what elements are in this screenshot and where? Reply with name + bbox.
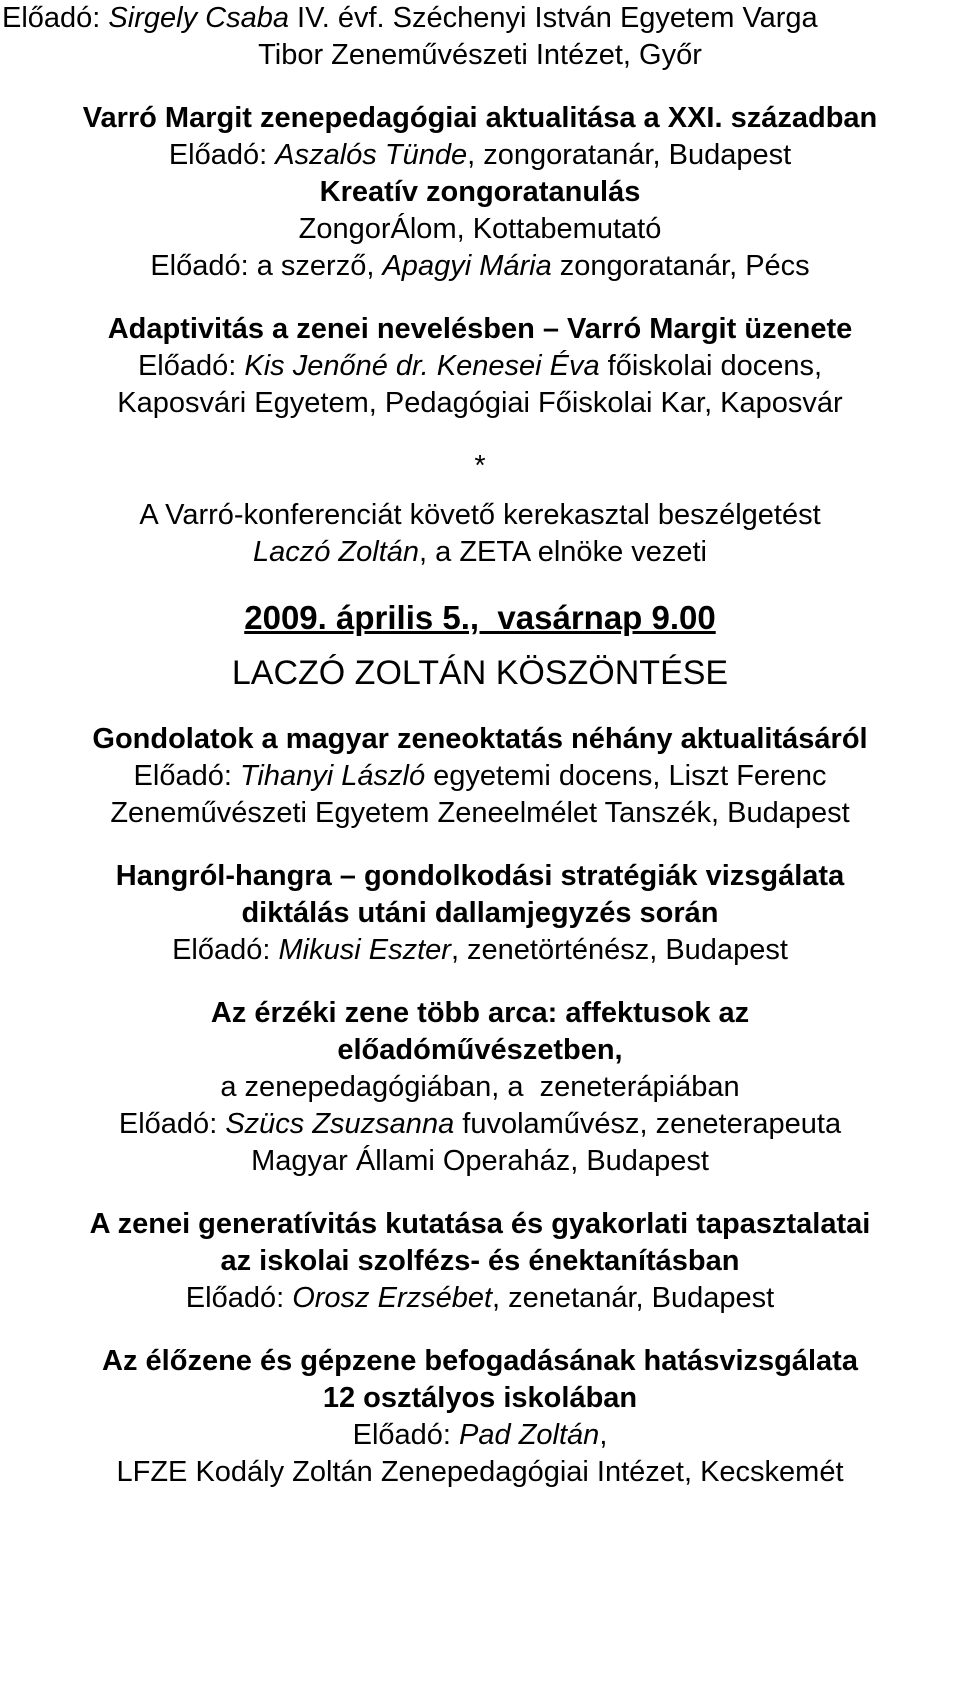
presenter-suffix: főiskolai docens, (599, 350, 823, 382)
presenter-prefix: Előadó: (185, 1282, 293, 1314)
presenter-prefix: Előadó: (172, 934, 279, 966)
presenter-affiliation: LFZE Kodály Zoltán Zenepedagógiai Intézet, Kecskemét (116, 1456, 844, 1488)
talk-title: Adaptivitás a zenei nevelésben – Varró Margit üzenete (107, 313, 853, 345)
spacer (0, 285, 960, 311)
talk-title-cont: diktálás utáni dallamjegyzés során (241, 897, 719, 929)
presenter-affiliation: Magyar Állami Operaház, Budapest (251, 1145, 709, 1177)
talk-title: A zenei generatívitás kutatása és gyakorlati tapasztalatai (89, 1208, 871, 1240)
presenter-suffix: , zongoratanár, Budapest (467, 139, 792, 171)
talk-title: Kreatív zongoratanulás (319, 176, 641, 208)
talk-title-cont: előadóművészetben, (337, 1034, 623, 1066)
talk-title: Az érzéki zene több arca: affektusok az (210, 997, 750, 1029)
presenter-name: Pad Zoltán (459, 1419, 600, 1451)
spacer (0, 969, 960, 995)
presenter-name: Tihanyi László (239, 760, 426, 792)
presenter-line (0, 137, 960, 174)
presenter-prefix: Előadó: (118, 1108, 226, 1140)
talk-title: Az élőzene és gépzene befogadásának hatásvizsgálata (102, 1345, 858, 1377)
talk-title: Hangról-hangra – gondolkodási stratégiák vizsgálata (115, 860, 845, 892)
spacer (0, 695, 960, 721)
presenter-suffix: fuvolaművész, zeneterapeuta (454, 1108, 842, 1140)
talk-subtitle: ZongorÁlom, Kottabemutató (298, 213, 662, 245)
presenter-prefix: Előadó: (168, 139, 276, 171)
presenter-affiliation: Kaposvári Egyetem, Pedagógiai Főiskolai Kar, Kaposvár (117, 387, 843, 419)
spacer (0, 639, 960, 651)
spacer (0, 74, 960, 100)
presenter-affiliation: Zeneművészeti Egyetem Zeneelmélet Tanszék, Budapest (110, 797, 850, 829)
session-date-text: 2009. április 5., vasárnap 9.00 (244, 599, 716, 636)
talk-title-cont: az iskolai szolfézs- és énektanításban (220, 1245, 740, 1277)
presenter-line (0, 758, 960, 795)
presenter-suffix: egyetemi docens, Liszt Ferenc (425, 760, 827, 792)
roundtable-line2 (0, 534, 960, 571)
presenter-line (0, 1106, 960, 1143)
presenter-line (0, 248, 960, 285)
spacer (0, 1317, 960, 1343)
presenter-name: Sirgely Csaba (108, 2, 289, 34)
spacer (0, 571, 960, 597)
presenter-suffix: , zenetörténész, Budapest (450, 934, 788, 966)
presenter-line (0, 348, 960, 385)
spacer (0, 832, 960, 858)
presenter-name: Aszalós Tünde (275, 139, 468, 171)
presenter-suffix: , (599, 1419, 608, 1451)
presenter-prefix: Előadó: a szerző, (150, 250, 383, 282)
block1-line1 (0, 0, 960, 37)
presenter-prefix: Előadó: (133, 760, 240, 792)
spacer (0, 422, 960, 448)
presenter-prefix: Előadó: (137, 350, 245, 382)
talk-title: Gondolatok a magyar zeneoktatás néhány aktualitásáról (92, 723, 868, 755)
presenter-line (0, 1417, 960, 1454)
spacer (0, 1180, 960, 1206)
presenter-prefix: Előadó: (352, 1419, 460, 1451)
presenter-affiliation: IV. évf. Széchenyi István Egyetem Varga (288, 2, 818, 34)
section-heading: LACZÓ ZOLTÁN KÖSZÖNTÉSE (231, 654, 729, 692)
separator-asterisk: * (474, 450, 486, 482)
host-name: Laczó Zoltán (252, 536, 420, 568)
presenter-prefix: Előadó: (2, 2, 109, 34)
block1-line2: Tibor Zeneművészeti Intézet, Győr (258, 39, 702, 71)
presenter-name: Kis Jenőné dr. Kenesei Éva (244, 350, 600, 382)
spacer (0, 485, 960, 497)
presenter-name: Orosz Erzsébet (292, 1282, 493, 1314)
talk-title: Varró Margit zenepedagógiai aktualitása a XXI. században (82, 102, 878, 134)
roundtable-line1: A Varró-konferenciát követő kerekasztal beszélgetést (139, 499, 821, 531)
session-date (0, 597, 960, 639)
talk-title-cont: 12 osztályos iskolában (322, 1382, 638, 1414)
presenter-line (0, 1280, 960, 1317)
presenter-name: Apagyi Mária (382, 250, 552, 282)
presenter-suffix: , zenetanár, Budapest (492, 1282, 775, 1314)
presenter-name: Szücs Zsuzsanna (225, 1108, 455, 1140)
presenter-suffix: zongoratanár, Pécs (551, 250, 810, 282)
talk-subtitle: a zenepedagógiában, a zeneterápiában (220, 1071, 740, 1103)
host-suffix: , a ZETA elnöke vezeti (419, 536, 708, 568)
presenter-name: Mikusi Eszter (278, 934, 451, 966)
presenter-line (0, 932, 960, 969)
